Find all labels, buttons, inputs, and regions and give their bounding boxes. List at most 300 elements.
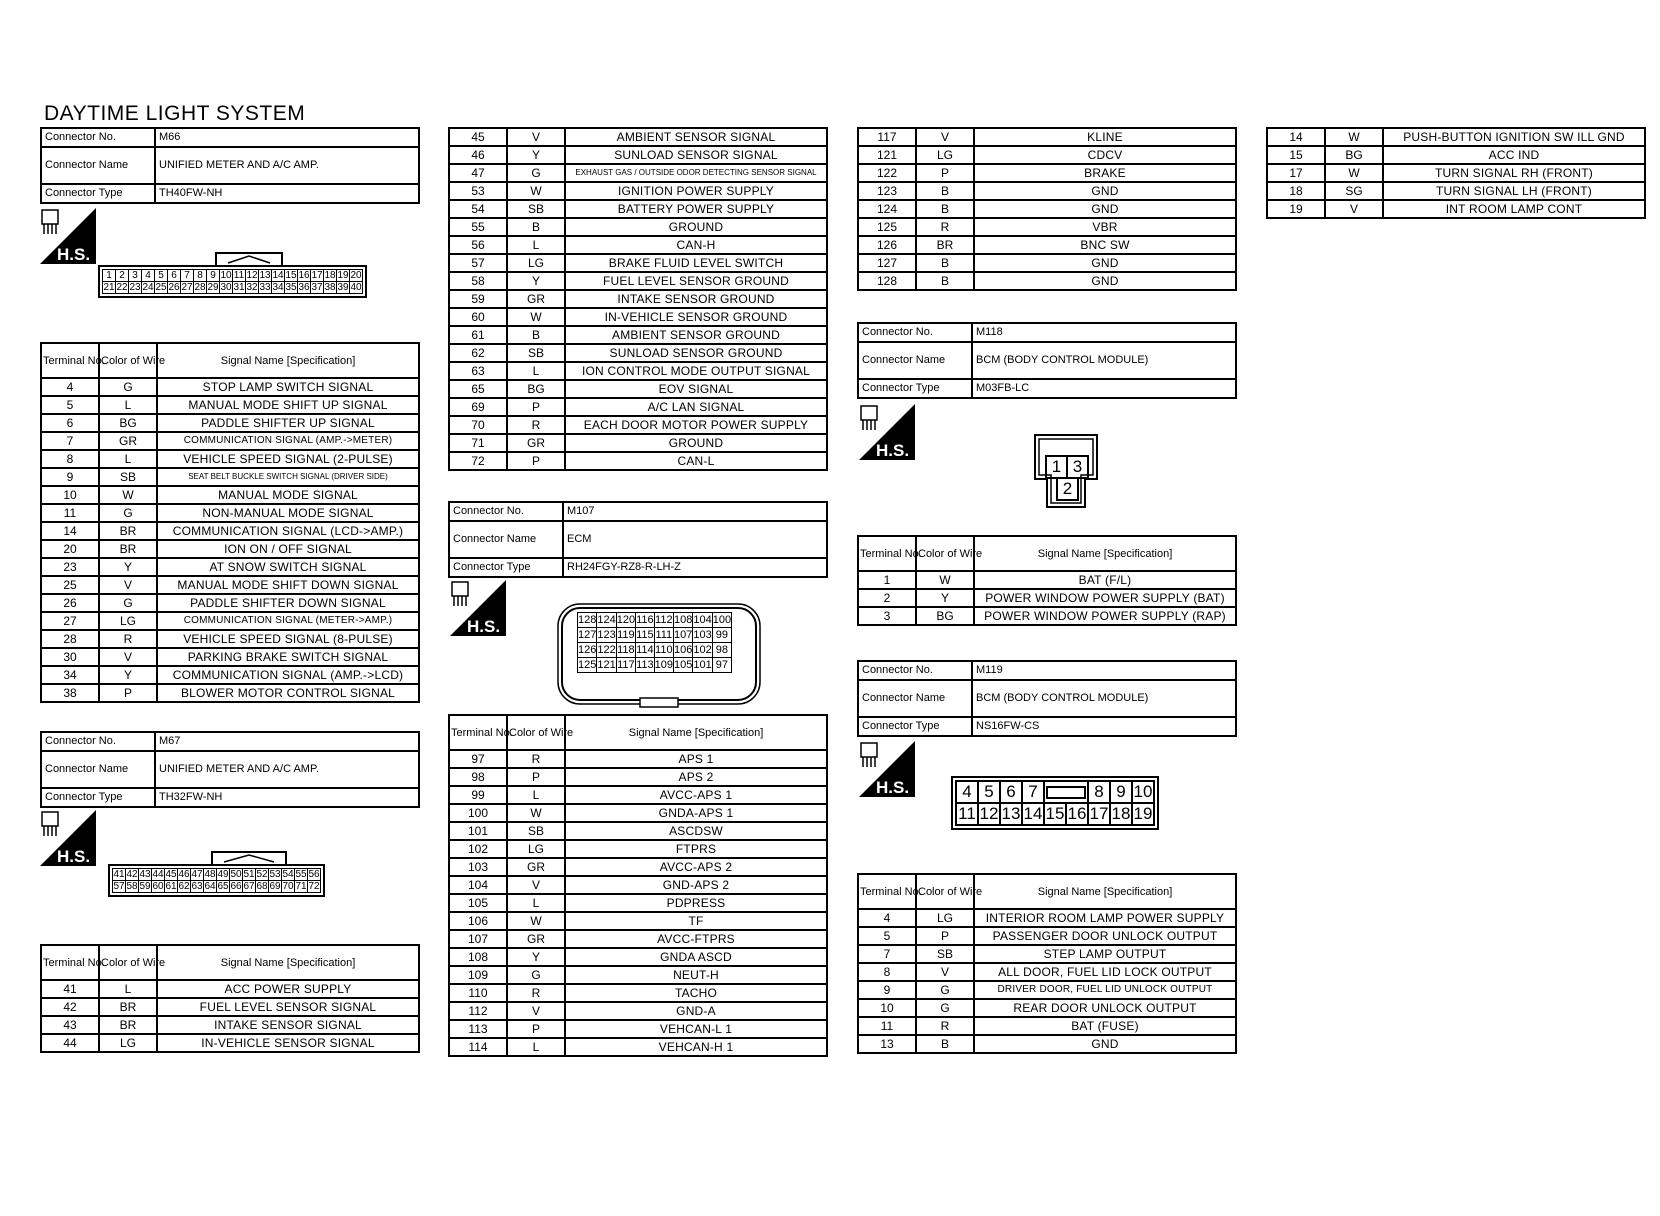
wire-color: L <box>99 450 157 468</box>
wire-color: Y <box>99 666 157 684</box>
connector-type: RH24FGY-RZ8-R-LH-Z <box>563 558 827 577</box>
table-row <box>449 822 827 840</box>
signal-name: STOP LAMP SWITCH SIGNAL <box>157 378 419 396</box>
wire-color: P <box>916 164 974 182</box>
wire-color: BG <box>916 607 974 625</box>
signal-name: EOV SIGNAL <box>565 380 827 398</box>
terminal-no: 113 <box>449 1020 507 1038</box>
table-row <box>858 128 1236 146</box>
table-row <box>449 912 827 930</box>
signal-name: ION CONTROL MODE OUTPUT SIGNAL <box>565 362 827 380</box>
table-row <box>41 486 419 504</box>
signal-name: CAN-H <box>565 236 827 254</box>
terminal-no: 63 <box>449 362 507 380</box>
terminal-no: 70 <box>449 416 507 434</box>
table-row <box>41 1034 419 1052</box>
hs-label: H.S. <box>57 245 91 264</box>
connector-type: NS16FW-CS <box>972 717 1236 736</box>
pin: 45 <box>165 869 177 880</box>
pin: 49 <box>217 869 229 880</box>
pin: 17 <box>311 270 323 281</box>
terminal-no: 114 <box>449 1038 507 1056</box>
wire-color: BR <box>99 998 157 1016</box>
pin: 111 <box>655 629 673 641</box>
pin: 102 <box>693 644 712 656</box>
table-row <box>449 128 827 146</box>
terminal-no: 28 <box>41 630 99 648</box>
pin: 3 <box>129 270 142 282</box>
wire-color: V <box>916 128 974 146</box>
terminal-no: 107 <box>449 930 507 948</box>
m119-terminal-table <box>857 873 1237 1054</box>
signal-name: AMBIENT SENSOR SIGNAL <box>565 128 827 146</box>
pin: 8 <box>1088 781 1110 803</box>
pin: 113 <box>636 659 654 671</box>
pin: 71 <box>295 881 307 892</box>
signal-name: APS 1 <box>565 750 827 768</box>
signal-name: ALL DOOR, FUEL LID LOCK OUTPUT <box>974 963 1236 981</box>
terminal-no: 121 <box>858 146 916 164</box>
pin: 12 <box>979 804 999 823</box>
table-row <box>858 1017 1236 1035</box>
svg-text:H.S.: H.S. <box>57 847 91 866</box>
pin: 50 <box>230 869 242 880</box>
signal-name: GND <box>974 200 1236 218</box>
signal-name: PADDLE SHIFTER UP SIGNAL <box>157 414 419 432</box>
table-row <box>41 998 419 1016</box>
wire-color: SB <box>99 468 157 486</box>
signal-name: REAR DOOR UNLOCK OUTPUT <box>974 999 1236 1017</box>
label: Connector Type <box>858 379 972 398</box>
terminal-no: 65 <box>449 380 507 398</box>
terminal-no: 4 <box>858 909 916 927</box>
signal-name: DRIVER DOOR, FUEL LID UNLOCK OUTPUT <box>974 981 1236 999</box>
wire-color: G <box>916 999 974 1017</box>
wire-color: P <box>916 927 974 945</box>
terminal-no: 125 <box>858 218 916 236</box>
table-row <box>449 930 827 948</box>
signal-name: AVCC-APS 1 <box>565 786 827 804</box>
wire-color: G <box>99 594 157 612</box>
signal-name: FUEL LEVEL SENSOR SIGNAL <box>157 998 419 1016</box>
connector-type: M03FB-LC <box>972 379 1236 398</box>
signal-name: PADDLE SHIFTER DOWN SIGNAL <box>157 594 419 612</box>
table-row <box>41 504 419 522</box>
table-row <box>449 966 827 984</box>
label: Connector No. <box>449 502 563 521</box>
table-row <box>41 612 419 630</box>
pin: 42 <box>126 869 138 880</box>
terminal-no: 110 <box>449 984 507 1002</box>
wire-color: LG <box>99 1034 157 1052</box>
terminal-no: 126 <box>858 236 916 254</box>
signal-name: GND-APS 2 <box>565 876 827 894</box>
terminal-no: 15 <box>1267 146 1325 164</box>
terminal-no: 43 <box>41 1016 99 1034</box>
table-row <box>858 254 1236 272</box>
wire-color: L <box>507 236 565 254</box>
pin: 5 <box>155 270 168 282</box>
signal-name: MANUAL MODE SHIFT UP SIGNAL <box>157 396 419 414</box>
signal-name: AVCC-APS 2 <box>565 858 827 876</box>
terminal-no: 14 <box>41 522 99 540</box>
pin: 11 <box>956 803 978 825</box>
table-row <box>449 894 827 912</box>
wire-color: V <box>507 1002 565 1020</box>
pin: 9 <box>207 270 220 282</box>
connector-no: M119 <box>972 661 1236 680</box>
terminal-no: 127 <box>858 254 916 272</box>
pin: 14 <box>272 270 284 281</box>
wire-color: L <box>99 980 157 998</box>
pin: 106 <box>673 644 693 656</box>
connector-no: M67 <box>155 732 419 751</box>
pin: 119 <box>617 629 635 641</box>
wire-color: G <box>507 164 565 182</box>
pin: 15 <box>285 270 297 281</box>
pin: 118 <box>617 644 635 656</box>
signal-name: FTPRS <box>565 840 827 858</box>
terminal-no: 117 <box>858 128 916 146</box>
m67-pin-layout <box>108 864 325 897</box>
table-row <box>41 558 419 576</box>
table-row <box>41 396 419 414</box>
wire-color: LG <box>507 840 565 858</box>
col-color: Color of Wire <box>507 715 565 750</box>
table-row <box>41 540 419 558</box>
col-signal: Signal Name [Specification] <box>565 715 827 750</box>
signal-name: GND <box>974 272 1236 290</box>
signal-name: PDPRESS <box>565 894 827 912</box>
m119-connector-info <box>857 660 1237 737</box>
pin: 112 <box>655 614 673 626</box>
signal-name: MANUAL MODE SHIFT DOWN SIGNAL <box>157 576 419 594</box>
table-row <box>41 450 419 468</box>
wire-color: G <box>916 981 974 999</box>
pin: 104 <box>693 614 712 626</box>
signal-name: TURN SIGNAL LH (FRONT) <box>1383 182 1645 200</box>
signal-name: INTAKE SENSOR SIGNAL <box>157 1016 419 1034</box>
wire-color: GR <box>507 858 565 876</box>
terminal-no: 69 <box>449 398 507 416</box>
m119-pin-layout <box>951 776 1159 830</box>
signal-name: EACH DOOR MOTOR POWER SUPPLY <box>565 416 827 434</box>
wire-color: G <box>99 378 157 396</box>
pin: 120 <box>616 614 636 626</box>
table-row <box>449 398 827 416</box>
table-row <box>449 290 827 308</box>
wire-color: B <box>916 182 974 200</box>
pin: 62 <box>178 881 190 892</box>
table-row <box>858 927 1236 945</box>
table-row <box>858 589 1236 607</box>
table-row <box>41 432 419 450</box>
terminal-no: 10 <box>41 486 99 504</box>
wire-color: W <box>507 804 565 822</box>
signal-name: AT SNOW SWITCH SIGNAL <box>157 558 419 576</box>
signal-name: GNDA-APS 1 <box>565 804 827 822</box>
table-row <box>449 326 827 344</box>
wire-color: V <box>99 576 157 594</box>
pin: 9 <box>1110 781 1132 803</box>
m67-terminal-table <box>40 944 420 1053</box>
terminal-no: 53 <box>449 182 507 200</box>
pin: 124 <box>597 614 616 626</box>
terminal-no: 72 <box>449 452 507 470</box>
terminal-no: 10 <box>858 999 916 1017</box>
wire-color: R <box>507 416 565 434</box>
m67-continued-table <box>448 127 828 471</box>
pin: 33 <box>259 282 271 293</box>
connector-name: ECM <box>563 521 827 558</box>
signal-name: SEAT BELT BUCKLE SWITCH SIGNAL (DRIVER SIDE) <box>157 468 419 486</box>
signal-name: COMMUNICATION SIGNAL (LCD->AMP.) <box>157 522 419 540</box>
page-title: DAYTIME LIGHT SYSTEM <box>44 102 306 125</box>
table-row <box>449 362 827 380</box>
pin: 66 <box>230 881 242 892</box>
table-row <box>858 607 1236 625</box>
table-row <box>449 984 827 1002</box>
table-row <box>449 344 827 362</box>
wire-color: V <box>507 876 565 894</box>
wire-color: V <box>1325 200 1383 218</box>
pin: 2 <box>116 270 129 282</box>
pin: 115 <box>636 629 654 641</box>
pin: 20 <box>350 270 362 281</box>
m107-connector-info <box>448 501 828 578</box>
label: Connector Type <box>41 184 155 203</box>
table-row <box>449 236 827 254</box>
terminal-no: 46 <box>449 146 507 164</box>
signal-name: ASCDSW <box>565 822 827 840</box>
harness-side-icon <box>450 580 506 636</box>
pin: 114 <box>636 644 654 656</box>
pin: 16 <box>1067 804 1087 823</box>
pin: 13 <box>259 270 271 281</box>
table-row <box>1267 200 1645 218</box>
label: Connector No. <box>858 661 972 680</box>
signal-name: GND <box>974 254 1236 272</box>
wire-color: Y <box>507 948 565 966</box>
table-row <box>858 272 1236 290</box>
wire-color: SB <box>916 945 974 963</box>
wire-color: SB <box>507 822 565 840</box>
pin: 110 <box>655 644 673 656</box>
wire-color: W <box>99 486 157 504</box>
pin: 8 <box>194 270 207 282</box>
pin: 38 <box>324 282 336 293</box>
table-row <box>1267 146 1645 164</box>
pin: 1 <box>1045 455 1068 479</box>
pin: 7 <box>181 270 194 282</box>
connector-no: M118 <box>972 323 1236 342</box>
pin: 56 <box>308 869 320 880</box>
signal-name: BRAKE FLUID LEVEL SWITCH <box>565 254 827 272</box>
table-row <box>449 804 827 822</box>
table-row <box>449 218 827 236</box>
m107-terminal-table <box>448 714 828 1057</box>
terminal-no: 1 <box>858 571 916 589</box>
wire-color: LG <box>99 612 157 630</box>
connector-latch-icon <box>214 251 284 265</box>
pin: 125 <box>578 659 597 671</box>
wire-color: B <box>916 1035 974 1053</box>
signal-name: INTAKE SENSOR GROUND <box>565 290 827 308</box>
pin: 63 <box>191 881 203 892</box>
label: Connector Name <box>449 521 563 558</box>
signal-name: TACHO <box>565 984 827 1002</box>
m107-continued-table <box>857 127 1237 291</box>
terminal-no: 102 <box>449 840 507 858</box>
m107-pin-layout <box>577 612 732 673</box>
pin: 14 <box>1023 804 1043 823</box>
wire-color: L <box>507 1038 565 1056</box>
terminal-no: 2 <box>858 589 916 607</box>
pin: 28 <box>194 282 206 293</box>
signal-name: BNC SW <box>974 236 1236 254</box>
wire-color: BR <box>99 522 157 540</box>
table-row <box>41 576 419 594</box>
terminal-no: 99 <box>449 786 507 804</box>
table-row <box>1267 128 1645 146</box>
pin: 60 <box>152 881 164 892</box>
pin: 105 <box>673 659 693 671</box>
pin: 59 <box>139 881 151 892</box>
signal-name: TURN SIGNAL RH (FRONT) <box>1383 164 1645 182</box>
signal-name: COMMUNICATION SIGNAL (AMP.->LCD) <box>157 666 419 684</box>
table-row <box>449 416 827 434</box>
terminal-no: 7 <box>858 945 916 963</box>
terminal-no: 56 <box>449 236 507 254</box>
wire-color: BR <box>99 540 157 558</box>
wire-color: P <box>507 768 565 786</box>
table-row <box>858 200 1236 218</box>
signal-name: NEUT-H <box>565 966 827 984</box>
signal-name: ION ON / OFF SIGNAL <box>157 540 419 558</box>
terminal-no: 98 <box>449 768 507 786</box>
table-row <box>449 308 827 326</box>
pin: 117 <box>617 659 635 671</box>
table-row <box>858 236 1236 254</box>
table-row <box>449 948 827 966</box>
terminal-no: 109 <box>449 966 507 984</box>
pin: 116 <box>636 614 654 626</box>
signal-name: ACC POWER SUPPLY <box>157 980 419 998</box>
terminal-no: 47 <box>449 164 507 182</box>
terminal-no: 97 <box>449 750 507 768</box>
wire-color: GR <box>99 432 157 450</box>
wire-color: G <box>507 966 565 984</box>
terminal-no: 34 <box>41 666 99 684</box>
table-row <box>41 414 419 432</box>
terminal-no: 123 <box>858 182 916 200</box>
signal-name: COMMUNICATION SIGNAL (AMP.->METER) <box>157 432 419 450</box>
wire-color: L <box>507 894 565 912</box>
wire-color: W <box>507 182 565 200</box>
pin: 40 <box>350 282 362 293</box>
signal-name: KLINE <box>974 128 1236 146</box>
pin: 6 <box>1000 781 1022 803</box>
pin: 3 <box>1068 455 1089 479</box>
col-terminal: Terminal No. <box>858 874 916 909</box>
connector-latch-icon <box>210 850 288 864</box>
m119-continued-table <box>1266 127 1646 219</box>
pin: 68 <box>256 881 268 892</box>
terminal-no: 6 <box>41 414 99 432</box>
table-row <box>41 522 419 540</box>
col-color: Color of Wire <box>99 343 157 378</box>
col-signal: Signal Name [Specification] <box>974 536 1236 571</box>
pin: 27 <box>181 282 193 293</box>
wire-color: B <box>916 254 974 272</box>
signal-name: PASSENGER DOOR UNLOCK OUTPUT <box>974 927 1236 945</box>
pin: 10 <box>220 270 232 281</box>
signal-name: COMMUNICATION SIGNAL (METER->AMP.) <box>157 612 419 630</box>
pin: 123 <box>597 629 616 641</box>
terminal-no: 58 <box>449 272 507 290</box>
wire-color: R <box>99 630 157 648</box>
terminal-no: 124 <box>858 200 916 218</box>
pin: 25 <box>155 282 167 293</box>
pin: 97 <box>712 658 731 673</box>
terminal-no: 122 <box>858 164 916 182</box>
terminal-no: 14 <box>1267 128 1325 146</box>
wire-color: BG <box>507 380 565 398</box>
pin: 122 <box>597 644 616 656</box>
wire-color: B <box>507 326 565 344</box>
signal-name: IN-VEHICLE SENSOR SIGNAL <box>157 1034 419 1052</box>
signal-name: IN-VEHICLE SENSOR GROUND <box>565 308 827 326</box>
signal-name: MANUAL MODE SIGNAL <box>157 486 419 504</box>
m66-pin-layout <box>98 265 367 298</box>
harness-side-icon <box>40 208 96 264</box>
terminal-no: 38 <box>41 684 99 702</box>
signal-name: AVCC-FTPRS <box>565 930 827 948</box>
table-row <box>41 594 419 612</box>
pin: 48 <box>204 869 216 880</box>
terminal-no: 8 <box>858 963 916 981</box>
table-row <box>449 254 827 272</box>
terminal-no: 105 <box>449 894 507 912</box>
terminal-no: 112 <box>449 1002 507 1020</box>
wire-color: BR <box>916 236 974 254</box>
signal-name: FUEL LEVEL SENSOR GROUND <box>565 272 827 290</box>
table-row <box>41 684 419 702</box>
pin: 57 <box>113 881 125 892</box>
pin: 121 <box>597 659 616 671</box>
wire-color: W <box>507 308 565 326</box>
pin: 70 <box>282 881 294 892</box>
signal-name: INT ROOM LAMP CONT <box>1383 200 1645 218</box>
col-terminal: Terminal No. <box>858 536 916 571</box>
signal-name: POWER WINDOW POWER SUPPLY (RAP) <box>974 607 1236 625</box>
table-row <box>41 1016 419 1034</box>
label: Connector Name <box>41 147 155 184</box>
pin: 55 <box>295 869 307 880</box>
pin: 32 <box>246 282 258 293</box>
pin: 13 <box>1001 804 1021 823</box>
pin: 21 <box>103 282 115 293</box>
table-row <box>449 1002 827 1020</box>
signal-name: VEHICLE SPEED SIGNAL (2-PULSE) <box>157 450 419 468</box>
pin: 1 <box>103 270 116 282</box>
pin: 47 <box>191 869 203 880</box>
col-signal: Signal Name [Specification] <box>157 945 419 980</box>
col-terminal: Terminal No. <box>449 715 507 750</box>
table-row <box>449 272 827 290</box>
pin: 64 <box>204 881 216 892</box>
terminal-no: 5 <box>858 927 916 945</box>
